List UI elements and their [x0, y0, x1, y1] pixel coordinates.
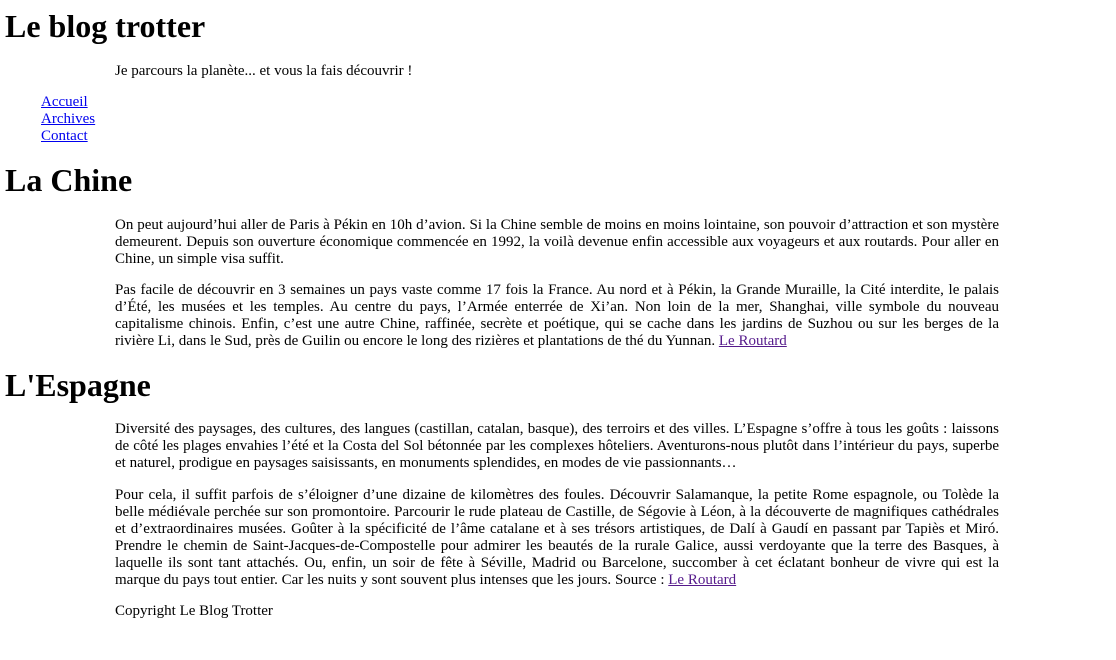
source-prefix: Source : [614, 572, 669, 588]
article-paragraph [115, 282, 999, 350]
article-title: L'Espagne [5, 367, 151, 403]
nav-link-contact[interactable]: Contact [41, 128, 88, 144]
article-title: La Chine [5, 162, 133, 198]
article-paragraph-text: Pas facile de découvrir en 3 semaines un pays vaste comme 17 fois la France. Au nord et à Pékin, la Grande Muraille, la Cité interdite, le palais d’Été, les musées et les temples. Au centre du pays, l’Armée enterrée de Xi’an. Non loin de la mer, Shanghai, ville symbole du nouveau capitalisme chinois. Enfin, c’est une autre Chine, raffinée, secrète et poétique, qui se cache dans les jardins de Suzhou ou sur les berges de la rivière Li, dans le Sud, près de Guilin ou encore le long des rizières et plantations de thé du Yunnan. [115, 282, 999, 349]
source-link-le-routard[interactable]: Le Routard [668, 572, 737, 588]
nav-link-accueil[interactable]: Accueil [41, 94, 88, 110]
nav-list [41, 94, 95, 145]
site-tagline: Je parcours la planète... et vous la fais découvrir ! [115, 63, 413, 79]
article-paragraph: Diversité des paysages, des cultures, des langues (castillan, catalan, basque), des terroirs et des villes. L’Espagne s’offre à tous les goûts : laissons de côté les plages envahies l’été et la Costa del Sol bétonnée par les complexes hôteliers. Aventurons-nous plutôt dans l’intérieur du pays, superbe et naturel, prodigue en paysages saisissants, en monuments splendides, en modes de vie passionnants… [115, 421, 999, 471]
site-title: Le blog trotter [5, 8, 206, 44]
nav-item-archives [41, 111, 95, 128]
article-paragraph: On peut aujourd’hui aller de Paris à Pékin en 10h d’avion. Si la Chine semble de moins en moins lointaine, son pouvoir d’attraction et son mystère demeurent. Depuis son ouverture économique commencée en 1992, la voilà devenue enfin accessible aux voyageurs et aux routards. Pour aller en Chine, un simple visa suffit. [115, 217, 999, 267]
source-link-le-routard[interactable]: Le Routard [718, 333, 787, 349]
copyright-text: Copyright Le Blog Trotter [115, 603, 273, 619]
nav-item-accueil [41, 94, 95, 111]
nav-link-archives[interactable]: Archives [41, 111, 96, 127]
article-paragraph-text: Pour cela, il suffit parfois de s’éloigner d’une dizaine de kilomètres des foules. Découvrir Salamanque, la petite Rome espagnole, ou Tolède la belle médiévale perchée sur son promontoire. Parcourir le rude plateau de Castille, de Ségovie à Léon, à la découverte de magnifiques cathédrales et d’extraordinaires musées. Goûter à la spécificité de l’âme catalane et à ses trésors artistiques, de Dalí à Gaudí en passant par Tapiès et Miró. Prendre le chemin de Saint-Jacques-de-Compostelle pour admirer les beautés de la rurale Galice, aussi verdoyante que la terre des Basques, à laquelle ils sont tant attachés. Ou, enfin, un soir de fête à Séville, Madrid ou Barcelone, succomber à cet éclatant bonheur de vivre qui est la marque du pays tout entier. Car les nuits y sont souvent plus intenses que les jours. [115, 487, 999, 588]
article-paragraph [115, 487, 999, 589]
nav-item-contact [41, 128, 95, 145]
